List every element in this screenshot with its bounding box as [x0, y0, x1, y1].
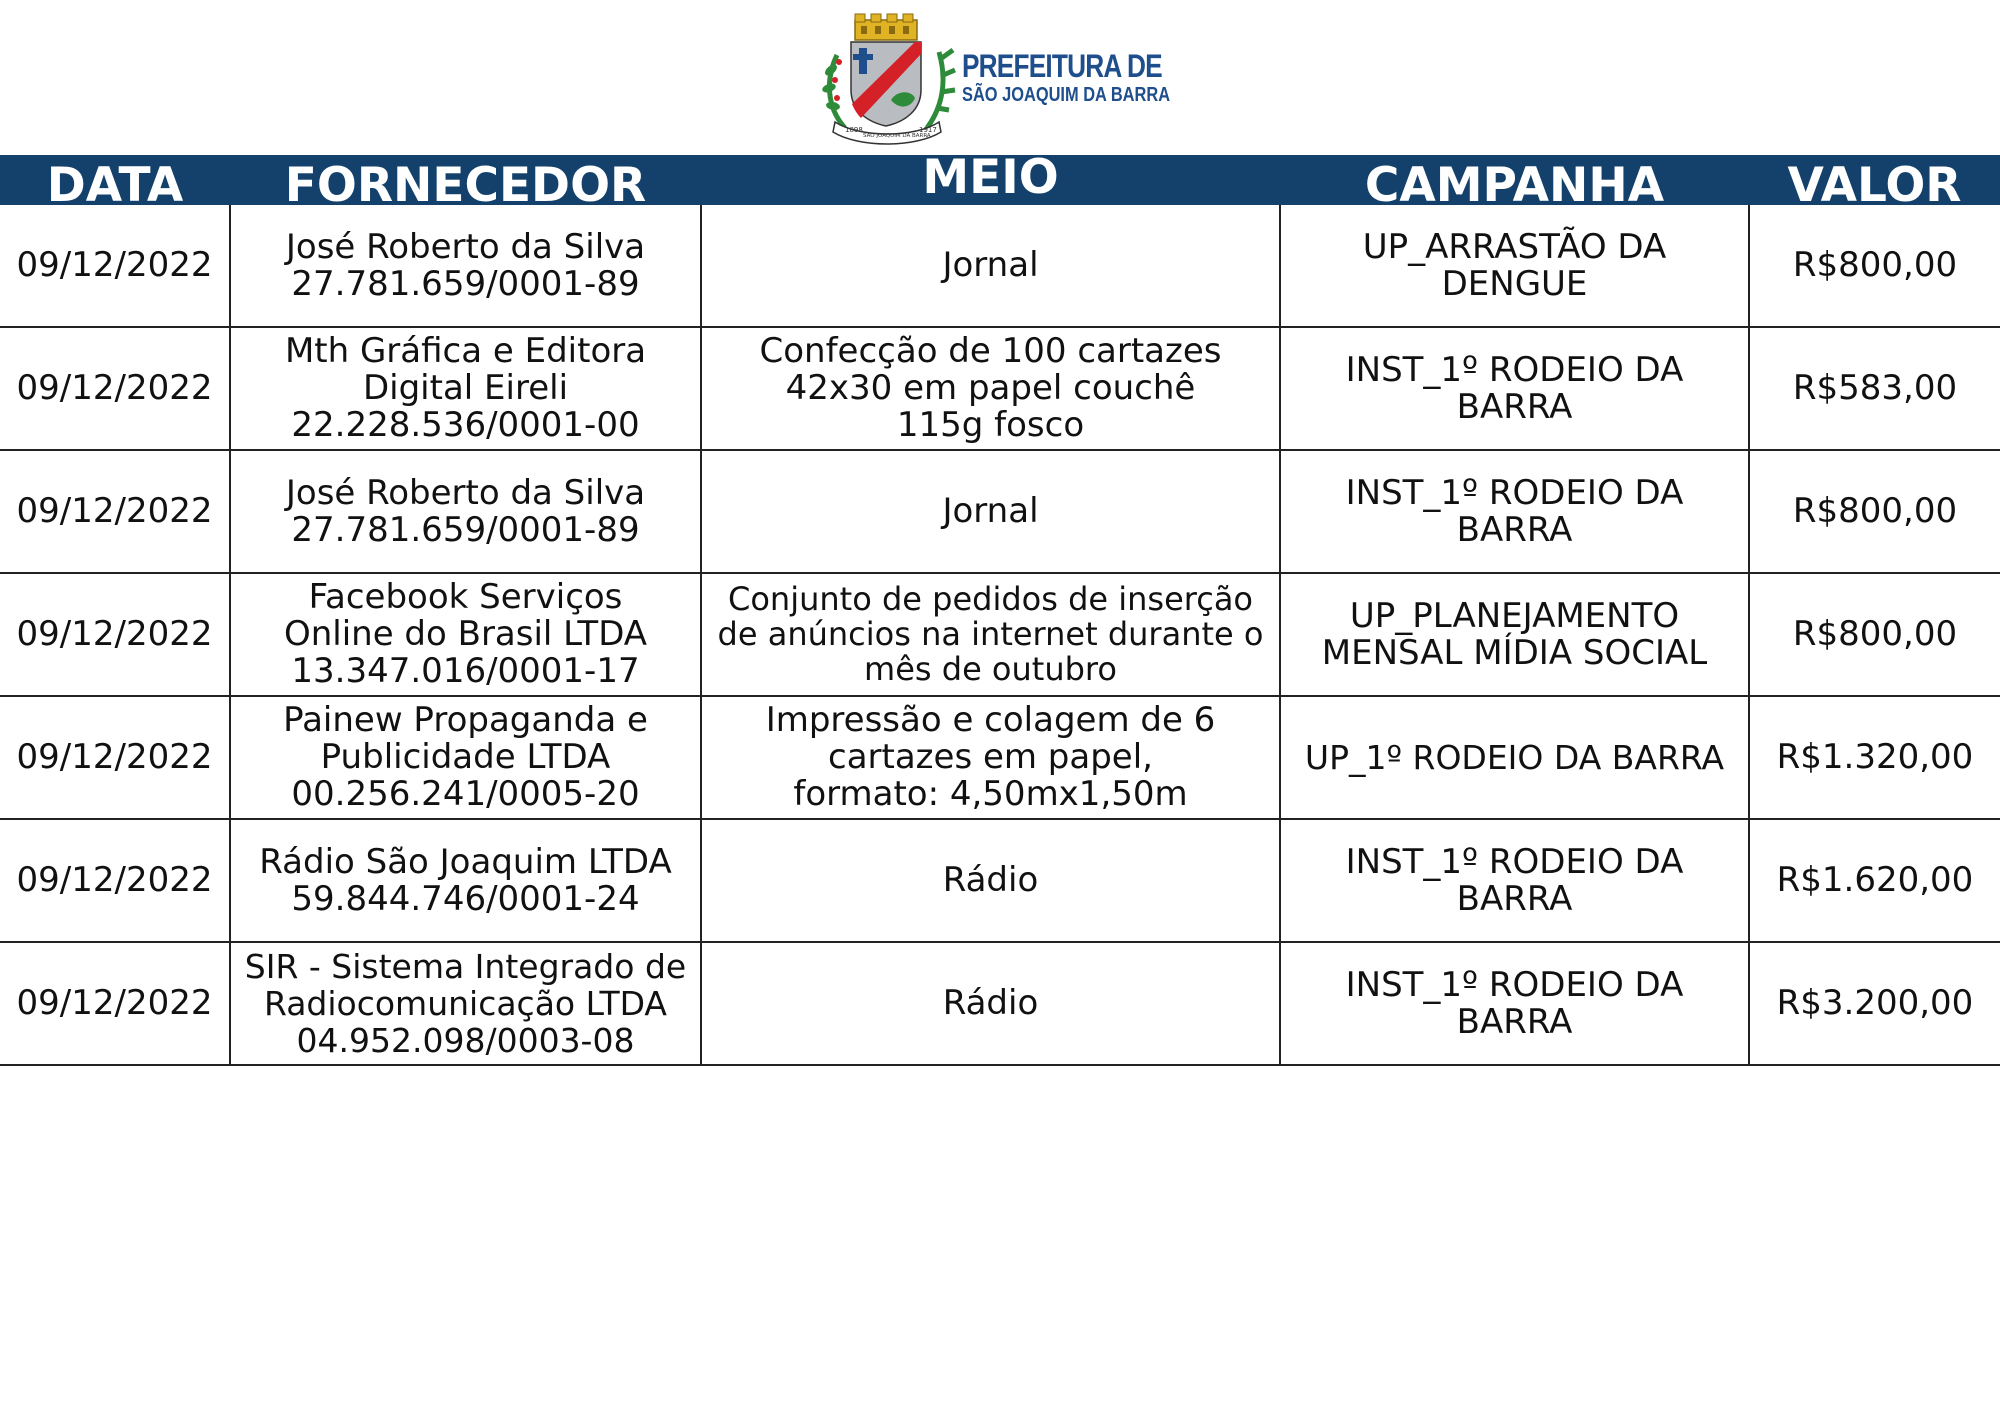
logo-text [962, 50, 1216, 105]
cell-meio: Rádio [701, 942, 1280, 1065]
cell-fornecedor [230, 942, 701, 1065]
logo-title: PREFEITURA DE [962, 48, 1162, 84]
table-row [0, 573, 2000, 696]
column-header-data: DATA [0, 155, 230, 205]
fornecedor-cnpj: 27.781.659/0001-89 [291, 263, 640, 304]
cell-data: 09/12/2022 [0, 205, 230, 327]
cell-valor: R$800,00 [1749, 573, 2000, 696]
cell-meio: Jornal [701, 450, 1280, 573]
cell-meio: Rádio [701, 819, 1280, 942]
expenses-table-container [0, 155, 2000, 1066]
cell-valor: R$583,00 [1749, 327, 2000, 450]
svg-text:1898: 1898 [845, 126, 863, 134]
fornecedor-cnpj: 59.844.746/0001-24 [291, 878, 640, 919]
cell-campanha: INST_1º RODEIO DA BARRA [1280, 327, 1749, 450]
city-crest-icon [815, 10, 960, 145]
cell-valor: R$800,00 [1749, 205, 2000, 327]
fornecedor-nome: Mth Gráfica e Editora Digital Eireli [284, 331, 647, 408]
header-logo [815, 10, 1216, 145]
cell-campanha: UP_ARRASTÃO DA DENGUE [1280, 205, 1749, 327]
cell-campanha: UP_PLANEJAMENTO MENSAL MÍDIA SOCIAL [1280, 573, 1749, 696]
cell-valor: R$800,00 [1749, 450, 2000, 573]
fornecedor-cnpj: 13.347.016/0001-17 [291, 651, 640, 691]
fornecedor-nome: José Roberto da Silva [285, 472, 646, 513]
svg-text:1917: 1917 [919, 126, 937, 134]
cell-fornecedor [230, 327, 701, 450]
cell-meio: Impressão e colagem de 6 cartazes em papel, formato: 4,50mx1,50m [701, 696, 1280, 819]
logo-subtitle: SÃO JOAQUIM DA BARRA [962, 84, 1171, 106]
cell-meio: Jornal [701, 205, 1280, 327]
cell-data: 09/12/2022 [0, 696, 230, 819]
cell-valor: R$1.320,00 [1749, 696, 2000, 819]
fornecedor-nome: Rádio São Joaquim LTDA [259, 841, 672, 882]
fornecedor-nome: Painew Propaganda e Publicidade LTDA [283, 700, 648, 777]
table-row [0, 327, 2000, 450]
table-row [0, 696, 2000, 819]
table-row [0, 450, 2000, 573]
fornecedor-cnpj: 04.952.098/0003-08 [296, 1021, 635, 1060]
cell-meio: Confecção de 100 cartazes 42x30 em papel couchê 115g fosco [701, 327, 1280, 450]
table-header-row [0, 155, 2000, 205]
cell-data: 09/12/2022 [0, 450, 230, 573]
table-row [0, 819, 2000, 942]
column-header-campanha: CAMPANHA [1280, 155, 1749, 205]
cell-valor: R$3.200,00 [1749, 942, 2000, 1065]
expenses-table [0, 155, 2000, 1066]
fornecedor-cnpj: 00.256.241/0005-20 [291, 774, 640, 814]
cell-data: 09/12/2022 [0, 573, 230, 696]
fornecedor-nome: José Roberto da Silva [285, 226, 646, 267]
cell-data: 09/12/2022 [0, 819, 230, 942]
cell-data: 09/12/2022 [0, 942, 230, 1065]
fornecedor-cnpj: 22.228.536/0001-00 [291, 405, 640, 445]
cell-fornecedor [230, 573, 701, 696]
column-header-valor: VALOR [1749, 155, 2000, 205]
fornecedor-nome: Facebook Serviços Online do Brasil LTDA [283, 577, 648, 654]
fornecedor-nome: SIR - Sistema Integrado de Radiocomunicação LTDA [244, 947, 687, 1023]
column-header-fornecedor: FORNECEDOR [230, 155, 701, 205]
cell-fornecedor [230, 450, 701, 573]
cell-campanha: UP_1º RODEIO DA BARRA [1280, 696, 1749, 819]
cell-fornecedor [230, 205, 701, 327]
table-row [0, 205, 2000, 327]
column-header-meio: MEIO [701, 155, 1280, 205]
cell-fornecedor [230, 819, 701, 942]
cell-valor: R$1.620,00 [1749, 819, 2000, 942]
cell-data: 09/12/2022 [0, 327, 230, 450]
cell-meio: Conjunto de pedidos de inserção de anúncios na internet durante o mês de outubro [701, 573, 1280, 696]
table-row [0, 942, 2000, 1065]
cell-campanha: INST_1º RODEIO DA BARRA [1280, 450, 1749, 573]
fornecedor-cnpj: 27.781.659/0001-89 [291, 509, 640, 550]
cell-fornecedor [230, 696, 701, 819]
svg-text:SÃO JOAQUIM DA BARRA: SÃO JOAQUIM DA BARRA [863, 133, 931, 139]
cell-campanha: INST_1º RODEIO DA BARRA [1280, 819, 1749, 942]
cell-campanha: INST_1º RODEIO DA BARRA [1280, 942, 1749, 1065]
